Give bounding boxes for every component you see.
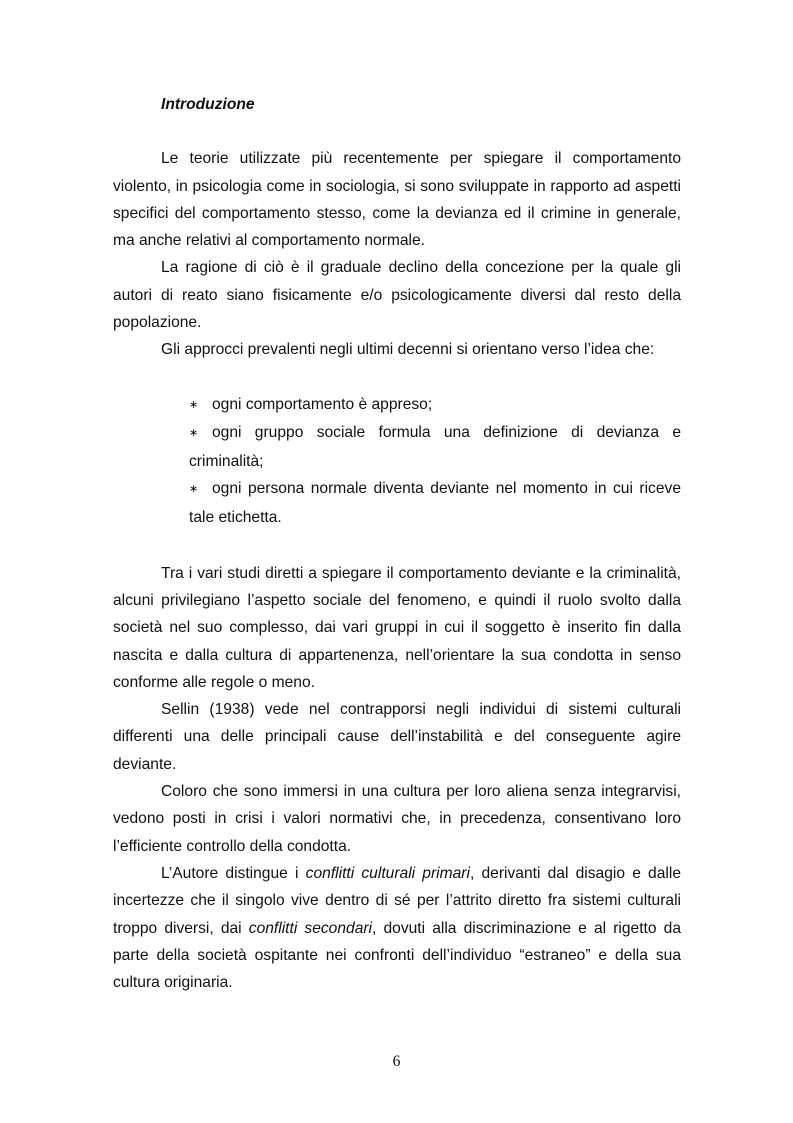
paragraph-7-text: L’Autore distingue i — [161, 864, 306, 882]
asterisk-bullet-icon: ∗ — [189, 427, 199, 440]
paragraph-7-text: , derivanti dal disagio e dalle incertezze che il singolo vive dentro di sé per l’attrito diretto fra sistemi culturali troppo diversi, dai — [113, 864, 682, 937]
paragraph-7-text: , dovuti alla discriminazione e al rigetto da parte della società ospitante nei confronti dell’individuo “estraneo” e della sua cultura originaria. — [113, 919, 681, 992]
paragraph-3: Gli approcci prevalenti negli ultimi decenni si orientano verso l’idea che: — [161, 341, 655, 359]
paragraph-7 — [113, 860, 681, 996]
paragraph-6: Coloro che sono immersi in una cultura per loro aliena senza integrarvisi, vedono posti in crisi i valori normativi che, in precedenza, consentivano loro l’efficiente controllo della condotta. — [113, 783, 681, 855]
term-primary-conflicts: conflitti culturali primari — [305, 864, 470, 882]
paragraph-1: Le teorie utilizzate più recentemente per spiegare il comportamento violento, in psicologia come in sociologia, si sono sviluppate in rapporto ad aspetti specifici del comportamento stesso, come la devianza ed il crimine in generale, ma anche relativi al comportamento normale. — [113, 150, 681, 250]
paragraph-2: La ragione di ciò è il graduale declino della concezione per la quale gli autori di reato siano fisicamente e/o psicologicamente diversi dal resto della popolazione. — [113, 259, 681, 332]
term-secondary-conflicts: conflitti secondari — [248, 919, 373, 937]
paragraph-5: Sellin (1938) vede nel contrapporsi negli individui di sistemi culturali differenti una delle principali cause dell’instabilità e del conseguente agire deviante. — [113, 701, 681, 773]
page-number: 6 — [392, 1053, 401, 1070]
bullet-item — [189, 391, 681, 420]
bullet-list — [113, 391, 681, 532]
bullet-text: ogni gruppo sociale formula una definizione di devianza e criminalità; — [189, 424, 681, 470]
bullet-text: ogni persona normale diventa deviante nel momento in cui riceve tale etichetta. — [189, 480, 681, 527]
paragraph-4: Tra i vari studi diretti a spiegare il comportamento deviante e la criminalità, alcuni privilegiano l’aspetto sociale del fenomeno, e quindi il ruolo svolto dalla società nel suo complesso, dai vari gruppi in cui il soggetto è inserito fin dalla nascita e dalla cultura di appartenenza, nell’orientare la sua condotta in senso conforme alle regole o meno. — [113, 564, 681, 691]
page-body — [113, 91, 681, 996]
asterisk-bullet-icon: ∗ — [189, 398, 199, 411]
spacer — [113, 532, 681, 560]
section-title: Introduzione — [161, 96, 255, 113]
bullet-item — [189, 475, 681, 531]
bullet-item — [189, 419, 681, 475]
asterisk-bullet-icon: ∗ — [189, 483, 199, 496]
bullet-text: ogni comportamento è appreso; — [212, 395, 433, 413]
